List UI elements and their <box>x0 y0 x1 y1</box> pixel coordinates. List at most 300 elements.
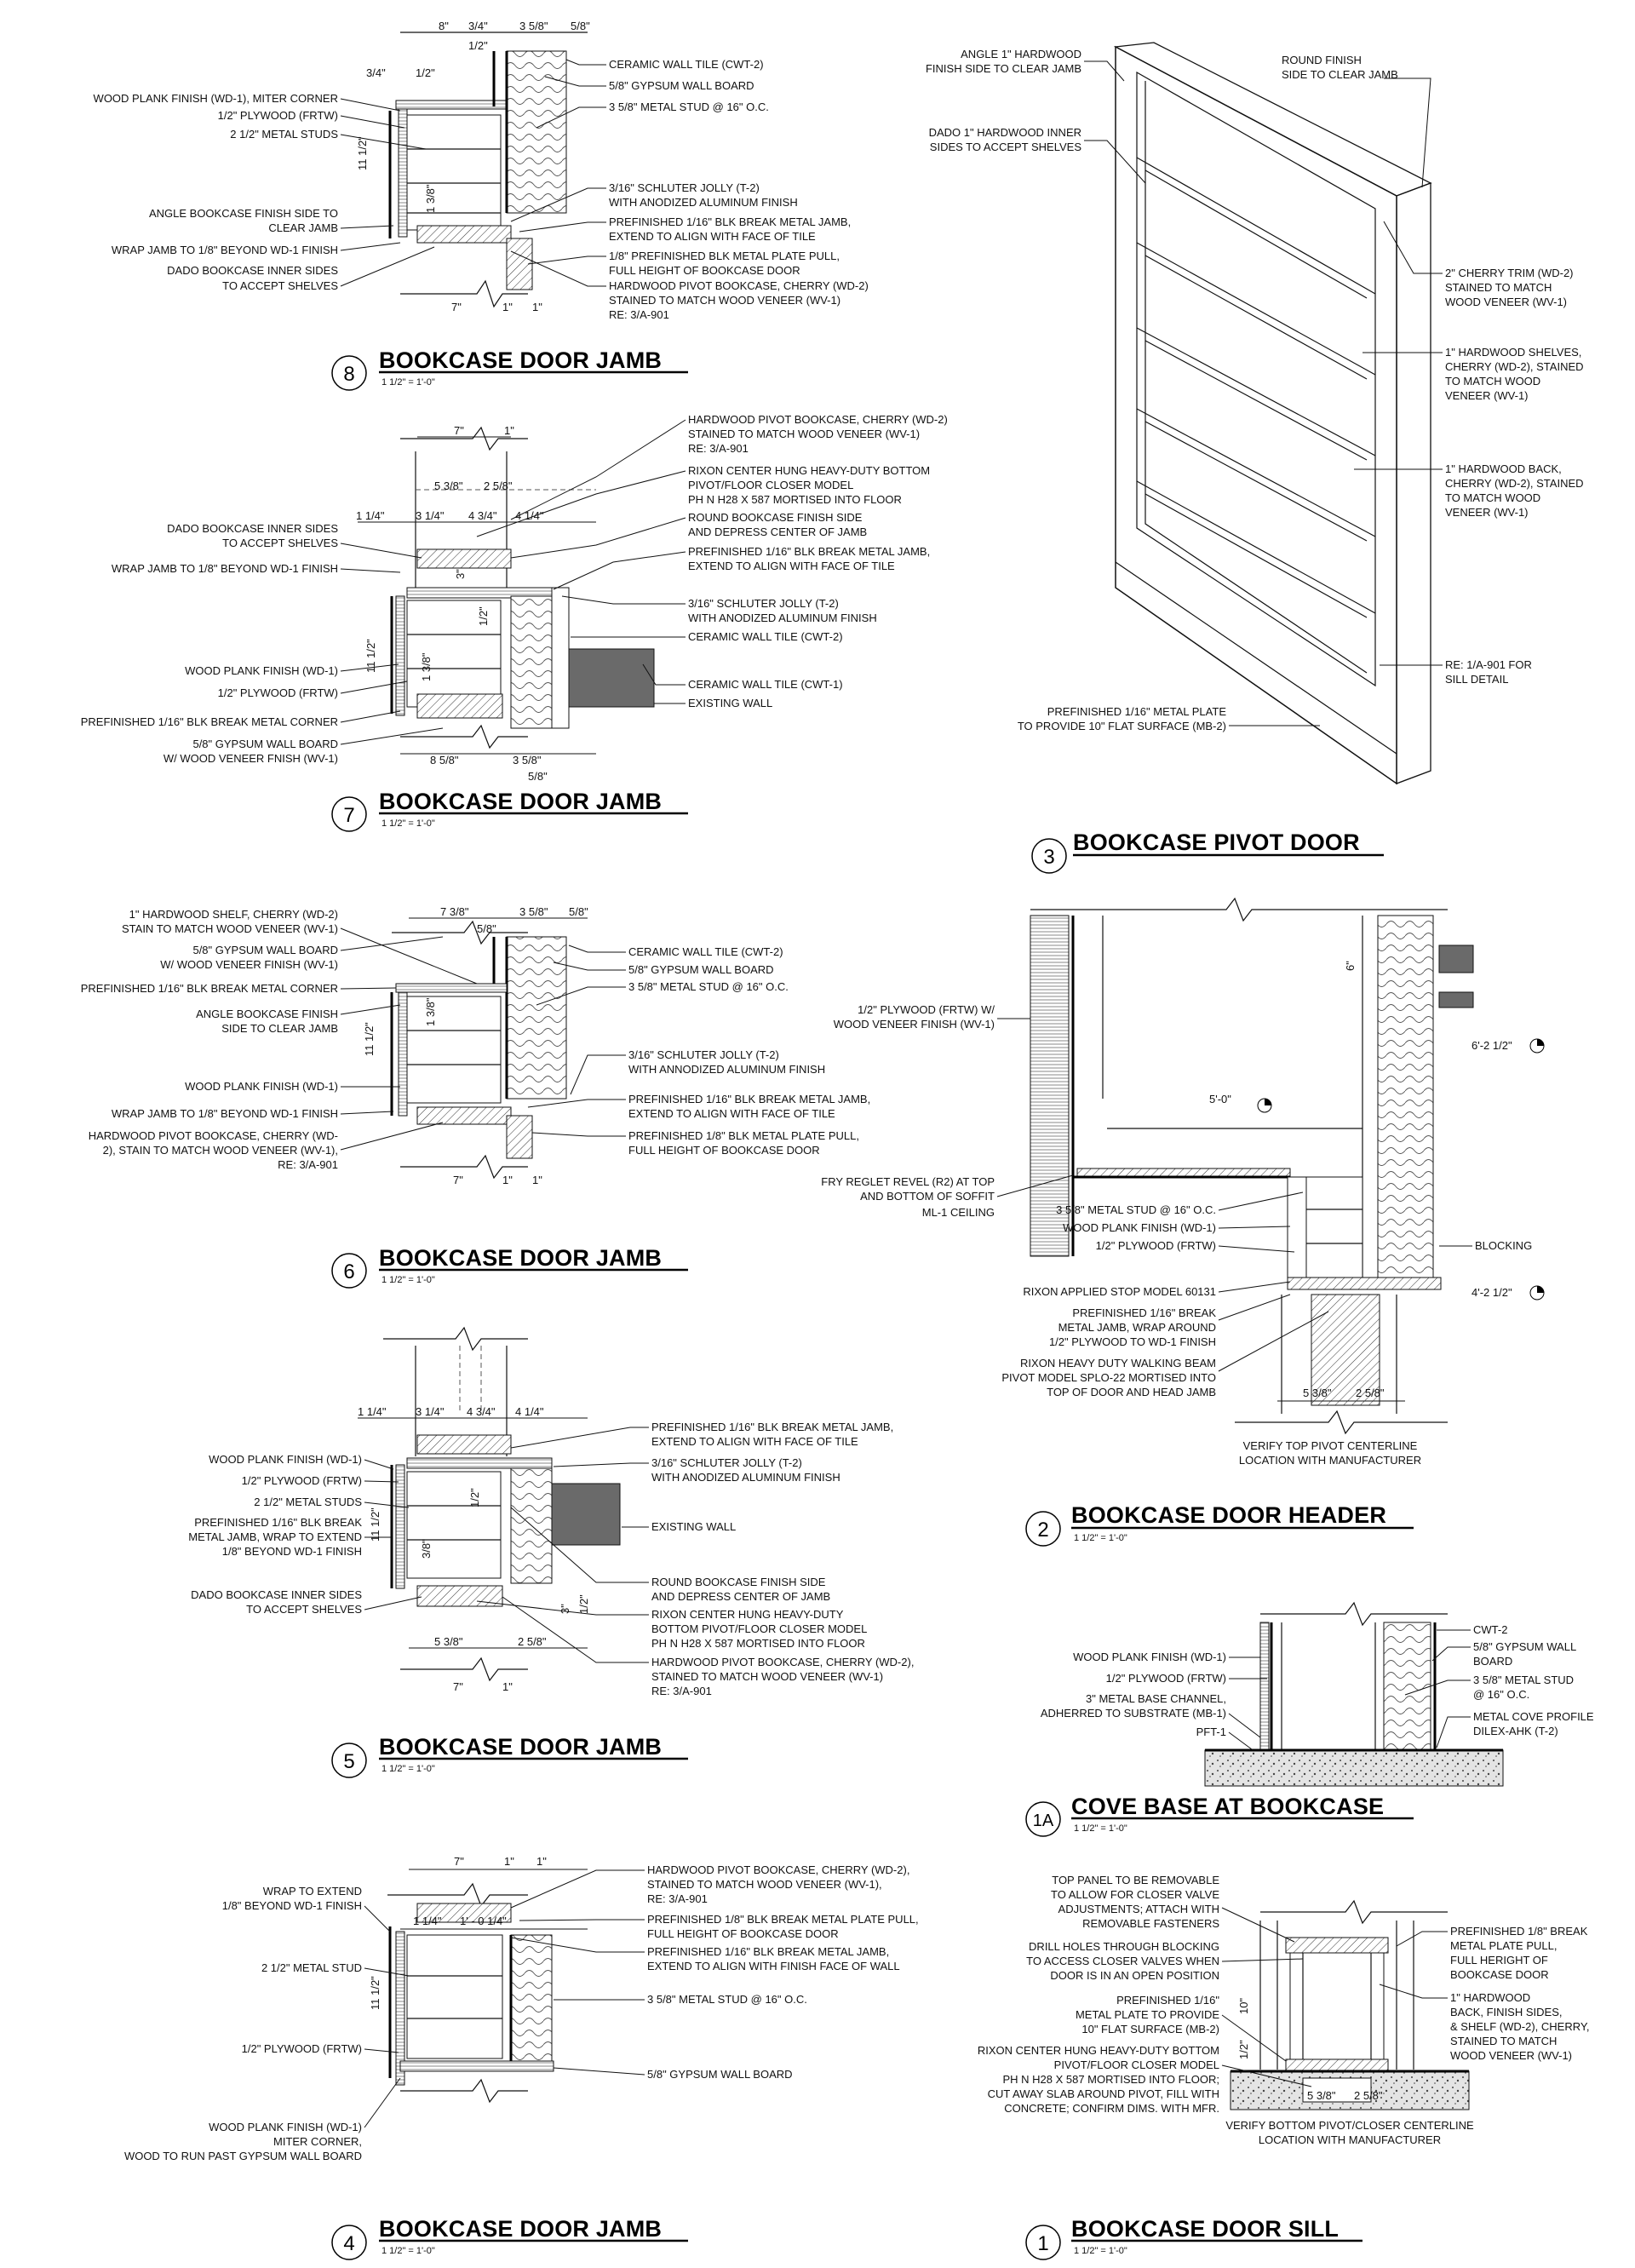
note: 2), STAIN TO MATCH WOOD VENEER (WV-1), <box>102 1144 338 1157</box>
note: PIVOT MODEL SPLO-22 MORTISED INTO <box>1001 1371 1216 1384</box>
detail-title: BOOKCASE DOOR JAMB <box>379 347 663 373</box>
detail-scale: 1 1/2" = 1'-0" <box>382 377 435 388</box>
detail-8-title <box>332 347 688 390</box>
dim-label: 3" <box>559 1604 571 1614</box>
note: ANGLE BOOKCASE FINISH SIDE TO <box>148 207 338 220</box>
note: VENEER (WV-1) <box>1445 506 1529 519</box>
note: ROUND BOOKCASE FINISH SIDE <box>688 511 863 524</box>
detail-4 <box>124 1855 919 2259</box>
note: 1" HARDWOOD SHELVES, <box>1445 346 1582 359</box>
note: CLEAR JAMB <box>268 221 338 234</box>
dim-label: 1" <box>504 1855 514 1868</box>
note: TO ACCEPT SHELVES <box>246 1603 362 1616</box>
dim-label: 5'-0" <box>1209 1093 1231 1105</box>
note: BOOKCASE DOOR <box>1450 1968 1549 1981</box>
detail-1a-title <box>1026 1794 1414 1836</box>
note: PREFINISHED 1/16" BLK BREAK METAL JAMB, <box>651 1421 894 1433</box>
detail-number: 4 <box>343 2232 355 2255</box>
dim-label: 5 3/8" <box>434 479 463 492</box>
note: 1/2" PLYWOOD (FRTW) <box>217 686 338 699</box>
note: CWT-2 <box>1473 1623 1508 1636</box>
detail-number: 5 <box>343 1750 355 1773</box>
note: WOOD PLANK FINISH (WD-1) <box>1063 1221 1216 1234</box>
note: PREFINISHED 1/16" BLK BREAK <box>194 1516 362 1529</box>
note: 3 5/8" METAL STUD @ 16" O.C. <box>609 100 769 113</box>
note: PREFINISHED 1/16" METAL PLATE <box>1047 705 1226 718</box>
note: DADO BOOKCASE INNER SIDES <box>191 1588 362 1601</box>
note: 1/8" PREFINISHED BLK METAL PLATE PULL, <box>609 250 840 262</box>
dim-label: 4 3/4" <box>468 509 497 522</box>
note: & SHELF (WD-2), CHERRY, <box>1450 2020 1590 2033</box>
detail-number: 8 <box>343 363 355 386</box>
detail-number: 6 <box>343 1260 355 1283</box>
note: 5/8" GYPSUM WALL BOARD <box>609 79 754 92</box>
note: 1/8" BEYOND WD-1 FINISH <box>221 1545 362 1558</box>
note: 1/2" PLYWOOD (FRTW) <box>217 109 338 122</box>
detail-title: COVE BASE AT BOOKCASE <box>1071 1794 1385 1819</box>
detail-4-title <box>332 2216 688 2259</box>
detail-2-notes-left <box>821 1003 1328 1398</box>
note: 3/16" SCHLUTER JOLLY (T-2) <box>688 597 839 610</box>
note: 5/8" GYPSUM WALL BOARD <box>192 738 338 750</box>
note: 5/8" GYPSUM WALL BOARD <box>628 963 774 976</box>
dim-label: 1" <box>504 424 514 437</box>
note: FINISH SIDE TO CLEAR JAMB <box>925 62 1081 75</box>
note: 5/8" GYPSUM WALL BOARD <box>192 944 338 956</box>
detail-2-notes-right <box>1439 1239 1532 1252</box>
note: PH N H28 X 587 MORTISED INTO FLOOR <box>688 493 902 506</box>
note: RIXON CENTER HUNG HEAVY-DUTY BOTTOM <box>977 2044 1219 2057</box>
note: ADJUSTMENTS; ATTACH WITH <box>1058 1903 1219 1915</box>
note: VENEER (WV-1) <box>1445 389 1529 402</box>
note: EXTEND TO ALIGN WITH FACE OF TILE <box>688 560 895 572</box>
note: WITH ANODIZED ALUMINUM FINISH <box>609 196 798 209</box>
dim-label: 5 3/8" <box>434 1635 463 1648</box>
detail-7 <box>81 413 948 831</box>
note: TOP PANEL TO BE REMOVABLE <box>1052 1874 1219 1886</box>
detail-title: BOOKCASE DOOR JAMB <box>379 1734 663 1760</box>
note: METAL JAMB, WRAP AROUND <box>1058 1321 1216 1334</box>
dim-label: 1/2" <box>416 66 435 79</box>
dim-label: 11 1/2" <box>356 136 369 170</box>
detail-2 <box>821 899 1544 1546</box>
dim-label: 3 5/8" <box>519 905 548 918</box>
note: VERIFY TOP PIVOT CENTERLINE <box>1242 1439 1418 1452</box>
note: 1/2" PLYWOOD (FRTW) <box>1105 1672 1226 1685</box>
detail-7-title <box>332 789 688 831</box>
note: STAINED TO MATCH WOOD VENEER (WV-1) <box>688 428 921 440</box>
note: TO MATCH WOOD <box>1445 491 1541 504</box>
detail-scale: 1 1/2" = 1'-0" <box>1074 2246 1127 2256</box>
dim-label: 1 1/4" <box>358 1405 387 1418</box>
dim-label: 2 5/8" <box>1354 2089 1383 2102</box>
note: FULL HEIGHT OF BOOKCASE DOOR <box>647 1927 839 1940</box>
note: WITH ANODIZED ALUMINUM FINISH <box>651 1471 840 1484</box>
note: RE: 3/A-901 <box>609 308 669 321</box>
dim-label: 5 3/8" <box>1307 2089 1336 2102</box>
note: WOOD PLANK FINISH (WD-1) <box>185 664 338 677</box>
detail-scale: 1 1/2" = 1'-0" <box>382 2246 435 2256</box>
dim-label: 3 1/4" <box>416 1405 445 1418</box>
note: WOOD VENEER (WV-1) <box>1445 296 1568 308</box>
note: 3 5/8" METAL STUD <box>1473 1674 1575 1686</box>
detail-scale: 1 1/2" = 1'-0" <box>382 1764 435 1774</box>
detail-number: 7 <box>343 804 355 827</box>
note: EXTEND TO ALIGN WITH FINISH FACE OF WALL <box>647 1960 900 1972</box>
note: ROUND BOOKCASE FINISH SIDE <box>651 1576 826 1588</box>
dim-label: 1/2" <box>468 1488 481 1507</box>
dim-label: 6'-2 1/2" <box>1472 1039 1512 1052</box>
note: 1/2" PLYWOOD (FRTW) <box>241 1474 362 1487</box>
dim-label: 1" <box>536 1855 547 1868</box>
note: STAINED TO MATCH WOOD VENEER (WV-1) <box>651 1670 884 1683</box>
note: 3 5/8" METAL STUD @ 16" O.C. <box>628 980 789 993</box>
note: ANGLE BOOKCASE FINISH <box>196 1008 338 1020</box>
detail-scale: 1 1/2" = 1'-0" <box>382 1275 435 1285</box>
note: HARDWOOD PIVOT BOOKCASE, CHERRY (WD-2) <box>609 279 869 292</box>
dim-label: 2 5/8" <box>484 479 513 492</box>
note: RE: 3/A-901 <box>647 1892 708 1905</box>
note: 1/2" PLYWOOD (FRTW) W/ <box>858 1003 995 1016</box>
note: WITH ANODIZED ALUMINUM FINISH <box>688 611 877 624</box>
note: STAINED TO MATCH <box>1450 2035 1558 2047</box>
note: EXISTING WALL <box>688 697 773 709</box>
dim-label: 8 5/8" <box>430 754 459 767</box>
dim-label: 7" <box>453 1174 463 1186</box>
dim-label: 4 1/4" <box>515 509 544 522</box>
note: 3" METAL BASE CHANNEL, <box>1086 1692 1226 1705</box>
dim-label: 11 1/2" <box>369 1507 382 1542</box>
note: RE: 3/A-901 <box>278 1158 338 1171</box>
note: WOOD TO RUN PAST GYPSUM WALL BOARD <box>123 2150 362 2162</box>
dim-label: 1 3/8" <box>424 184 437 213</box>
detail-number: 3 <box>1043 846 1055 869</box>
note: 2 1/2" METAL STUD <box>261 1961 362 1974</box>
note: CERAMIC WALL TILE (CWT-2) <box>688 630 843 643</box>
note: DADO 1" HARDWOOD INNER <box>928 126 1081 139</box>
note: FULL HEIGHT OF BOOKCASE DOOR <box>609 264 800 277</box>
dim-label: 11 1/2" <box>369 1976 382 2010</box>
dim-label: 1/2" <box>1237 2040 1250 2059</box>
dim-label: 3 5/8" <box>513 754 542 767</box>
dim-label: 4 1/4" <box>515 1405 544 1418</box>
dim-label: 7" <box>453 1680 463 1693</box>
note: CERAMIC WALL TILE (CWT-2) <box>628 945 783 958</box>
dim-label: 1" <box>502 301 513 313</box>
note: 1" HARDWOOD SHELF, CHERRY (WD-2) <box>129 908 338 921</box>
detail-number: 2 <box>1037 1519 1049 1542</box>
dim-label: 3" <box>454 569 467 579</box>
note: PREFINISHED 1/16" BREAK <box>1072 1306 1216 1319</box>
note: W/ WOOD VENEER FNISH (WV-1) <box>163 752 338 765</box>
note: @ 16" O.C. <box>1473 1688 1530 1701</box>
detail-title: BOOKCASE DOOR JAMB <box>379 2216 663 2242</box>
note: 2 1/2" METAL STUDS <box>230 128 338 141</box>
detail-4-notes-right <box>511 1863 919 2081</box>
note: 1/8" BEYOND WD-1 FINISH <box>221 1899 362 1912</box>
note: STAINED TO MATCH WOOD VENEER (WV-1), <box>647 1878 882 1891</box>
dim-label: 1" <box>532 301 542 313</box>
note: FULL HEIGHT OF BOOKCASE DOOR <box>628 1144 820 1157</box>
detail-5 <box>188 1328 914 1777</box>
note: WRAP JAMB TO 1/8" BEYOND WD-1 FINISH <box>111 1107 338 1120</box>
note: TOP OF DOOR AND HEAD JAMB <box>1047 1386 1216 1398</box>
note: LOCATION WITH MANUFACTURER <box>1238 1454 1422 1467</box>
detail-2-title <box>1026 1502 1414 1546</box>
detail-6 <box>81 905 870 1288</box>
note: CERAMIC WALL TILE (CWT-1) <box>688 678 843 691</box>
detail-5-title <box>332 1734 688 1777</box>
dim-label: 11 1/2" <box>363 1022 376 1056</box>
note: MITER CORNER, <box>273 2135 362 2148</box>
note: DRILL HOLES THROUGH BLOCKING <box>1029 1940 1219 1953</box>
dim-label: 1/2" <box>577 1594 590 1614</box>
note: BLOCKING <box>1475 1239 1533 1252</box>
note: SIDES TO ACCEPT SHELVES <box>929 141 1081 153</box>
dim-label: 5/8" <box>569 905 588 918</box>
note: RIXON CENTER HUNG HEAVY-DUTY BOTTOM <box>688 464 931 477</box>
detail-2-notes-bottom <box>1239 1439 1421 1467</box>
note: METAL JAMB, WRAP TO EXTEND <box>188 1530 362 1543</box>
note: BOTTOM PIVOT/FLOOR CLOSER MODEL <box>651 1622 868 1635</box>
note: PIVOT/FLOOR CLOSER MODEL <box>688 479 854 491</box>
dim-label: 4 3/4" <box>467 1405 496 1418</box>
note: BOARD <box>1473 1655 1513 1668</box>
dim-label: 5/8" <box>477 922 496 935</box>
detail-8 <box>94 20 869 390</box>
note: PREFINISHED 1/8" BLK METAL PLATE PULL, <box>628 1129 859 1142</box>
note: W/ WOOD VENEER FINISH (WV-1) <box>160 958 338 971</box>
note: RE: 3/A-901 <box>688 442 749 455</box>
note: RIXON APPLIED STOP MODEL 60131 <box>1023 1285 1216 1298</box>
note: ADHERRED TO SUBSTRATE (MB-1) <box>1040 1707 1226 1720</box>
note: WRAP JAMB TO 1/8" BEYOND WD-1 FINISH <box>111 244 338 256</box>
dim-label: 3/4" <box>468 20 488 32</box>
detail-scale: 1 1/2" = 1'-0" <box>1074 1823 1127 1834</box>
note: DOOR IS IN AN OPEN POSITION <box>1050 1969 1219 1982</box>
note: WOOD VENEER FINISH (WV-1) <box>833 1018 995 1031</box>
detail-8-notes-left <box>94 92 339 292</box>
dim-label: 7" <box>451 301 462 313</box>
detail-title: BOOKCASE DOOR JAMB <box>379 789 663 814</box>
detail-title: BOOKCASE DOOR SILL <box>1071 2216 1340 2242</box>
detail-3 <box>926 43 1584 873</box>
note: 1/2" PLYWOOD TO WD-1 FINISH <box>1048 1335 1216 1348</box>
note: HARDWOOD PIVOT BOOKCASE, CHERRY (WD- <box>88 1129 338 1142</box>
note: WOOD PLANK FINISH (WD-1) <box>185 1080 338 1093</box>
note: ANGLE 1" HARDWOOD <box>961 48 1081 60</box>
detail-5-drawing <box>383 1328 620 1680</box>
dim-label: 1" <box>502 1680 513 1693</box>
dim-label: 1/2" <box>468 39 488 52</box>
note: PREFINISHED 1/16" BLK BREAK METAL JAMB, <box>688 545 931 558</box>
note: 3 5/8" METAL STUD @ 16" O.C. <box>1056 1203 1216 1216</box>
note: 3 5/8" METAL STUD @ 16" O.C. <box>647 1993 807 2006</box>
detail-6-title <box>332 1245 688 1288</box>
note: 1" HARDWOOD BACK, <box>1445 462 1562 475</box>
dim-label: 1 3/8" <box>420 652 433 681</box>
detail-2-drawing <box>1030 899 1544 1433</box>
note: PREFINISHED 1/16" BLK BREAK METAL JAMB, <box>647 1945 890 1958</box>
dim-label: 1 3/8" <box>424 997 437 1026</box>
dim-label: 7 3/8" <box>440 905 469 918</box>
note: CUT AWAY SLAB AROUND PIVOT, FILL WITH <box>987 2087 1219 2100</box>
note: SIDE TO CLEAR JAMB <box>221 1022 338 1035</box>
detail-scale: 1 1/2" = 1'-0" <box>1074 1533 1127 1543</box>
note: DADO BOOKCASE INNER SIDES <box>167 264 338 277</box>
dim-label: 7" <box>454 1855 464 1868</box>
detail-3-title <box>1032 830 1384 873</box>
note: PREFINISHED 1/16" BLK BREAK METAL CORNER <box>80 715 338 728</box>
note: PREFINISHED 1/16" <box>1116 1994 1219 2007</box>
note: TO ALLOW FOR CLOSER VALVE <box>1051 1888 1219 1901</box>
note: METAL PLATE TO PROVIDE <box>1075 2008 1219 2021</box>
note: SILL DETAIL <box>1445 673 1509 686</box>
note: PH N H28 X 587 MORTISED INTO FLOOR; <box>1002 2073 1219 2086</box>
detail-1a <box>1026 1603 1594 1836</box>
note: METAL PLATE PULL, <box>1450 1939 1558 1952</box>
note: PREFINISHED 1/16" BLK BREAK METAL JAMB, <box>628 1093 871 1105</box>
note: DADO BOOKCASE INNER SIDES <box>167 522 338 535</box>
dim-label: 6" <box>1344 961 1357 971</box>
note: PFT-1 <box>1196 1725 1226 1738</box>
detail-1-notes-right <box>1380 1925 1590 2062</box>
dim-label: 8" <box>439 20 449 32</box>
note: SIDE TO CLEAR JAMB <box>1282 68 1398 81</box>
note: 5/8" GYPSUM WALL <box>1473 1640 1577 1653</box>
note: 2" CHERRY TRIM (WD-2) <box>1445 267 1574 279</box>
dim-label: 1' - 0 1/4" <box>460 1915 507 1927</box>
note: WRAP JAMB TO 1/8" BEYOND WD-1 FINISH <box>111 562 338 575</box>
detail-5-notes-left <box>188 1453 422 1616</box>
detail-1 <box>978 1874 1590 2259</box>
note: 3/16" SCHLUTER JOLLY (T-2) <box>651 1456 802 1469</box>
dim-label: 5/8" <box>571 20 590 32</box>
note: FRY REGLET REVEL (R2) AT TOP <box>821 1175 995 1188</box>
note: REMOVABLE FASTENERS <box>1082 1917 1219 1930</box>
note: METAL COVE PROFILE <box>1473 1710 1594 1723</box>
note: PREFINISHED 1/8" BLK BREAK METAL PLATE PULL, <box>647 1913 919 1926</box>
note: HARDWOOD PIVOT BOOKCASE, CHERRY (WD-2), <box>647 1863 910 1876</box>
dim-label: 7" <box>454 424 464 437</box>
dim-label: 1/2" <box>477 606 490 626</box>
note: TO PROVIDE 10" FLAT SURFACE (MB-2) <box>1017 720 1226 732</box>
note: CONCRETE; CONFIRM DIMS. WITH MFR. <box>1004 2102 1219 2115</box>
note: PREFINISHED 1/16" BLK BREAK METAL JAMB, <box>609 215 852 228</box>
detail-number: 1 <box>1037 2232 1049 2255</box>
dim-label: 3 5/8" <box>519 20 548 32</box>
note: 5/8" GYPSUM WALL BOARD <box>647 2068 793 2081</box>
detail-4-notes-left <box>124 1885 409 2162</box>
note: ML-1 CEILING <box>921 1206 995 1219</box>
note: CHERRY (WD-2), STAINED <box>1445 360 1584 373</box>
note: EXTEND TO ALIGN WITH FACE OF TILE <box>628 1107 835 1120</box>
dim-label: 2 5/8" <box>1356 1387 1385 1399</box>
detail-1-notes-bottom <box>1225 2119 1474 2146</box>
detail-1a-notes-left <box>1041 1651 1267 1749</box>
note: STAINED TO MATCH WOOD VENEER (WV-1) <box>609 294 841 307</box>
dim-label: 11 1/2" <box>364 639 377 673</box>
detail-1a-notes-right <box>1405 1623 1594 1748</box>
note: HARDWOOD PIVOT BOOKCASE, CHERRY (WD-2), <box>651 1656 915 1668</box>
dim-label: 10" <box>1237 1997 1250 2014</box>
note: WOOD PLANK FINISH (WD-1) <box>209 2121 362 2133</box>
note: PREFINISHED 1/16" BLK BREAK METAL CORNER <box>80 982 338 995</box>
note: RE: 3/A-901 <box>651 1685 712 1697</box>
note: WOOD PLANK FINISH (WD-1) <box>1073 1651 1226 1663</box>
dim-label: 1 1/4" <box>413 1915 442 1927</box>
dim-label: 5/8" <box>528 770 548 783</box>
detail-7-drawing <box>392 428 654 748</box>
note: PIVOT/FLOOR CLOSER MODEL <box>1053 2058 1219 2071</box>
note: PH N H28 X 587 MORTISED INTO FLOOR <box>651 1637 865 1650</box>
note: STAIN TO MATCH WOOD VENEER (WV-1) <box>122 922 338 935</box>
note: WRAP TO EXTEND <box>262 1885 362 1898</box>
detail-scale: 1 1/2" = 1'-0" <box>382 818 435 829</box>
detail-7-notes-left <box>81 522 443 765</box>
note: HARDWOOD PIVOT BOOKCASE, CHERRY (WD-2) <box>688 413 948 426</box>
dim-label: 1" <box>532 1174 542 1186</box>
note: RIXON HEAVY DUTY WALKING BEAM <box>1020 1357 1216 1369</box>
note: CERAMIC WALL TILE (CWT-2) <box>609 58 764 71</box>
note: WOOD VENEER (WV-1) <box>1450 2049 1573 2062</box>
note: 1/2" PLYWOOD (FRTW) <box>241 2042 362 2055</box>
dim-label: 3 1/4" <box>416 509 445 522</box>
note: WITH ANNODIZED ALUMINUM FINISH <box>628 1063 826 1076</box>
note: STAINED TO MATCH <box>1445 281 1552 294</box>
detail-title: BOOKCASE DOOR HEADER <box>1071 1502 1387 1528</box>
detail-1-drawing <box>1231 1901 1469 2110</box>
note: TO MATCH WOOD <box>1445 375 1541 388</box>
note: LOCATION WITH MANUFACTURER <box>1258 2133 1442 2146</box>
note: RE: 1/A-901 FOR <box>1445 658 1532 671</box>
note: DILEX-AHK (T-2) <box>1473 1725 1558 1737</box>
detail-1-title <box>1026 2216 1362 2259</box>
detail-3-drawing <box>1116 43 1431 784</box>
note: CHERRY (WD-2), STAINED <box>1445 477 1584 490</box>
dim-label: 5 3/8" <box>1303 1387 1332 1399</box>
note: 1" HARDWOOD <box>1450 1991 1531 2004</box>
note: ROUND FINISH <box>1282 54 1362 66</box>
note: TO ACCEPT SHELVES <box>222 537 338 549</box>
detail-6-notes-right <box>528 945 870 1157</box>
note: 10" FLAT SURFACE (MB-2) <box>1081 2023 1219 2035</box>
note: VERIFY BOTTOM PIVOT/CLOSER CENTERLINE <box>1225 2119 1474 2132</box>
dim-label: 2 5/8" <box>518 1635 547 1648</box>
note: 3/16" SCHLUTER JOLLY (T-2) <box>609 181 760 194</box>
note: 3/16" SCHLUTER JOLLY (T-2) <box>628 1048 779 1061</box>
dim-label: 4'-2 1/2" <box>1472 1286 1512 1299</box>
note: EXTEND TO ALIGN WITH FACE OF TILE <box>651 1435 858 1448</box>
note: BACK, FINISH SIDES, <box>1450 2006 1563 2018</box>
note: TO ACCESS CLOSER VALVES WHEN <box>1026 1955 1219 1967</box>
note: 1/2" PLYWOOD (FRTW) <box>1095 1239 1216 1252</box>
note: AND DEPRESS CENTER OF JAMB <box>651 1590 831 1603</box>
note: PREFINISHED 1/8" BREAK <box>1450 1925 1588 1938</box>
detail-number: 1A <box>1032 1812 1054 1830</box>
note: WOOD PLANK FINISH (WD-1) <box>209 1453 362 1466</box>
note: RIXON CENTER HUNG HEAVY-DUTY <box>651 1608 844 1621</box>
note: TO ACCEPT SHELVES <box>222 279 338 292</box>
detail-title: BOOKCASE PIVOT DOOR <box>1073 830 1360 855</box>
note: AND BOTTOM OF SOFFIT <box>860 1190 995 1203</box>
dim-label: 3/4" <box>366 66 386 79</box>
note: FULL HERIGHT OF <box>1450 1954 1548 1967</box>
dim-label: 1" <box>502 1174 513 1186</box>
dim-label: 1 1/4" <box>356 509 385 522</box>
note: EXTEND TO ALIGN WITH FACE OF TILE <box>609 230 816 243</box>
detail-title: BOOKCASE DOOR JAMB <box>379 1245 663 1271</box>
